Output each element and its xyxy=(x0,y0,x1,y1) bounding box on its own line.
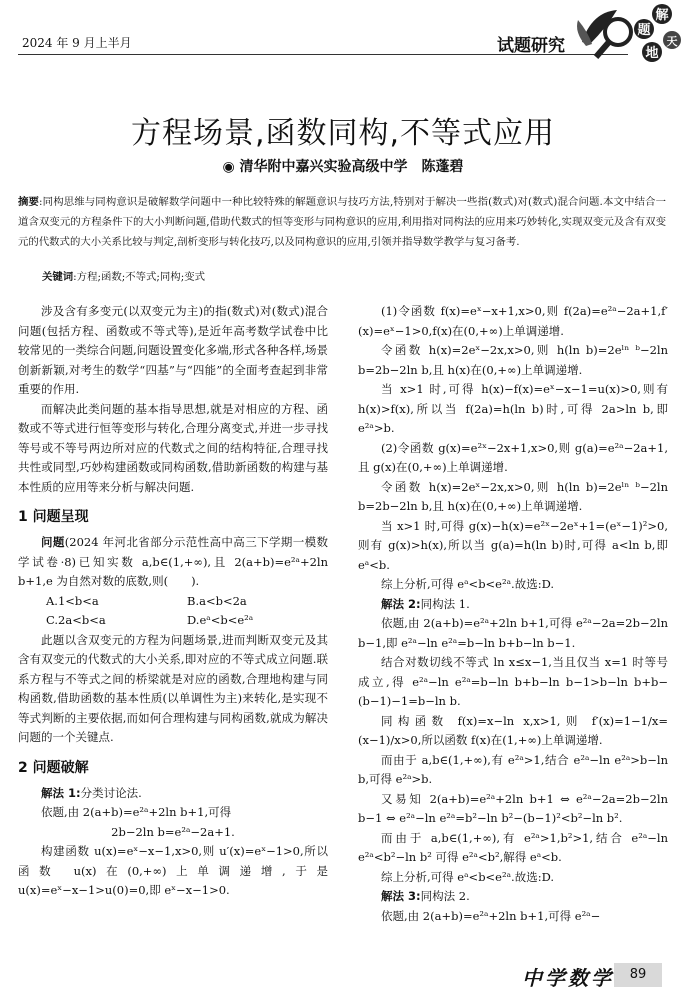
paragraph: 又易知 2(a+b)=e²ᵃ+2ln b+1 ⇔ e²ᵃ−2a=2b−2ln b−1 ⇔ e²ᵃ−ln e²ᵃ=b²−ln b²−(b−1)²<b²−ln b². xyxy=(358,791,668,825)
svg-text:题: 题 xyxy=(637,23,651,38)
section-heading: 2 问题破解 xyxy=(18,759,89,776)
keywords xyxy=(42,268,205,283)
paragraph: 依题,由 2(a+b)=e²ᵃ+2ln b+1,可得 e²ᵃ−2a=2b−2ln b−1,即 e²ᵃ−ln e²ᵃ=b−ln b+b−ln b−1. xyxy=(358,616,668,650)
paragraph: 构建函数 u(x)=eˣ−x−1,x>0,则 u′(x)=eˣ−1>0,所以函数 u(x)在(0,+∞)上单调递增,于是 u(x)=eˣ−x−1>u(0)=0,即 eˣ−x−1>0. xyxy=(18,844,328,897)
option: B.a<b<2a xyxy=(187,593,247,608)
paragraph: 综上分析,可得 eᵃ<b<e²ᵃ.故选:D. xyxy=(381,869,555,884)
paragraph: 同构函数 f(x)=x−ln x,x>1,则 f′(x)=1−1/x=(x−1)/x>0,所以函数 f(x)在(1,+∞)上单调递增. xyxy=(358,713,668,747)
paragraph: 结合对数切线不等式 ln x≤x−1,当且仅当 x=1 时等号成立,得 e²ᵃ−ln e²ᵃ=b−ln b+b−ln b−1>b−ln b+b−(b−1)−1=b−ln b. xyxy=(358,655,668,708)
paragraph: (1)令函数 f(x)=eˣ−x+1,x>0,则 f(2a)=e²ᵃ−2a+1,f′(x)=eˣ−1>0,f(x)在(0,+∞)上单调递增. xyxy=(358,304,668,338)
paragraph: (2)令函数 g(x)=e²ˣ−2x+1,x>0,则 g(a)=e²ᵃ−2a+1,且 g(x)在(0,+∞)上单调递增. xyxy=(358,440,668,474)
solution-heading xyxy=(18,784,328,804)
column-logo xyxy=(572,2,682,72)
solution-method: 同构法 1. xyxy=(420,596,470,611)
left-column xyxy=(18,302,328,901)
paragraph: 依题,由 2(a+b)=e²ᵃ+2ln b+1,可得 xyxy=(41,805,232,819)
paragraph: 当 x>1 时,可得 g(x)−h(x)=e²ˣ−2eˣ+1=(eˣ−1)²>0,则有 g(x)>h(x),所以当 g(a)=h(ln b)时,可得 a<ln b,即 eᵃ<b. xyxy=(358,518,668,572)
header-date: 2024 年 9 月上半月 xyxy=(22,36,132,50)
section-heading: 1 问题呈现 xyxy=(18,509,89,525)
svg-text:天: 天 xyxy=(666,35,678,48)
paragraph: 此题以含双变元的方程为问题场景,进而判断双变元及其含有双变元的代数式的大小关系,即对应的不等式成立问题.联系方程与不等式之间的桥梁就是对应的函数,合理地构建与同构函数,借助函数的基本性质(以单调性为主)来转化,是实现不等式判断的主要依据,而如何合理构建与同构函数,就成为解决问题的一个关键点. xyxy=(18,632,328,744)
column-name: 试题研究 xyxy=(497,36,565,56)
article-author: ◉ 清华附中嘉兴实验高级中学 陈蓬碧 xyxy=(222,159,464,175)
paragraph: 而由于 a,b∈(1,+∞),有 e²ᵃ>1,b²>1,结合 e²ᵃ−ln e²ᵃ<b²−ln b² 可得 e²ᵃ<b²,解得 eᵃ<b. xyxy=(358,830,668,864)
paragraph: 令函数 h(x)=2eˣ−2x,x>0,则 h(ln b)=2eˡⁿ ᵇ−2ln b=2b−2ln b,且 h(x)在(0,+∞)上单调递增. xyxy=(358,479,668,513)
page-number: 89 xyxy=(614,963,662,987)
paragraph: 涉及含有多变元(以双变元为主)的指(数式)对(数式)混合问题(包括方程、函数或不等式等),是近年高考数学试卷中比较常见的一类综合问题,问题设置变化多端,形式各种各样,场景创新新颖,对考生的数学“四基”与“四能”的全面考查起到非常重要的作用. xyxy=(18,304,328,396)
problem-text: (2024 年河北省部分示范性高中高三下学期一模数学试卷·8)已知实数 a,b∈(1,+∞),且 2(a+b)=e²ᵃ+2ln b+1,e 为自然对数的底数,则( ). xyxy=(18,535,328,588)
abstract-text: :同构思维与同构意识是破解数学问题中一种比较特殊的解题意识与技巧方法,特别对于解决一些指(数式)对(数式)混合问题.本文中结合一道含双变元的方程条件下的大小判断问题,借助代数式的恒等变形与同构意识的应用,利用指对同构法的应用来巧妙转化,实现双变元及含有双变元的代数式的大小关系比较与判定,剖析变形与转化技巧,以及同构意识的应用,引领并指导数学教学与复习备考. xyxy=(18,196,666,248)
answer-options xyxy=(18,592,328,631)
paragraph: 综上分析,可得 eᵃ<b<e²ᵃ.故选:D. xyxy=(381,577,555,591)
svg-text:解: 解 xyxy=(655,8,669,23)
right-column xyxy=(358,302,668,926)
option: C.2a<b<a xyxy=(46,613,106,627)
problem-label: 问题 xyxy=(41,535,65,549)
keywords-label: 关键词 xyxy=(42,271,74,283)
paragraph: 而由于 a,b∈(1,+∞),有 e²ᵃ>1,结合 e²ᵃ−ln e²ᵃ>b−ln b,可得 e²ᵃ>b. xyxy=(358,752,668,786)
magnifier-icon xyxy=(605,19,631,45)
solution-label: 解法 3: xyxy=(381,889,421,903)
abstract xyxy=(18,192,666,252)
magazine-name: 中学数学 xyxy=(522,966,614,990)
abstract-label: 摘要 xyxy=(18,196,40,208)
solution-label: 解法 2: xyxy=(381,596,421,611)
article-title: 方程场景,函数同构,不等式应用 xyxy=(130,116,556,151)
keywords-text: :方程;函数;不等式;同构;变式 xyxy=(73,271,205,283)
solution-label: 解法 1: xyxy=(41,785,81,800)
option: D.eᵃ<b<e²ᵃ xyxy=(187,613,254,627)
solution-method: 分类讨论法. xyxy=(80,785,142,800)
svg-text:地: 地 xyxy=(645,46,659,61)
problem-statement xyxy=(18,533,328,592)
paragraph: 令函数 h(x)=2eˣ−2x,x>0,则 h(ln b)=2eˡⁿ ᵇ−2ln b=2b−2ln b,且 h(x)在(0,+∞)上单调递增. xyxy=(358,343,668,377)
paragraph: 依题,由 2(a+b)=e²ᵃ+2ln b+1,可得 e²ᵃ− xyxy=(381,908,601,923)
paragraph: 当 x>1 时,可得 h(x)−f(x)=eˣ−x−1=u(x)>0,则有 h(x)>f(x),所以当 f(2a)=h(ln b)时,可得 2a>ln b,即 e²ᵃ>b. xyxy=(358,382,668,435)
paragraph: 而解决此类问题的基本指导思想,就是对相应的方程、函数或不等式进行恒等变形与转化,合理分离变式,并进一步寻找等号或不等号两边所对应的代数式之间的结构特征,合理寻找共性或同型,巧妙构建函数或同构函数,借助新函数的构建与基本性质的应用等来分析与解决问题. xyxy=(18,401,328,494)
solution-heading xyxy=(358,595,668,615)
option: A.1<b<a xyxy=(46,593,99,608)
solution-heading xyxy=(358,887,668,907)
solution-method: 同构法 2. xyxy=(420,889,470,903)
equation: 2b−2ln b=e²ᵃ−2a+1. xyxy=(111,824,235,839)
